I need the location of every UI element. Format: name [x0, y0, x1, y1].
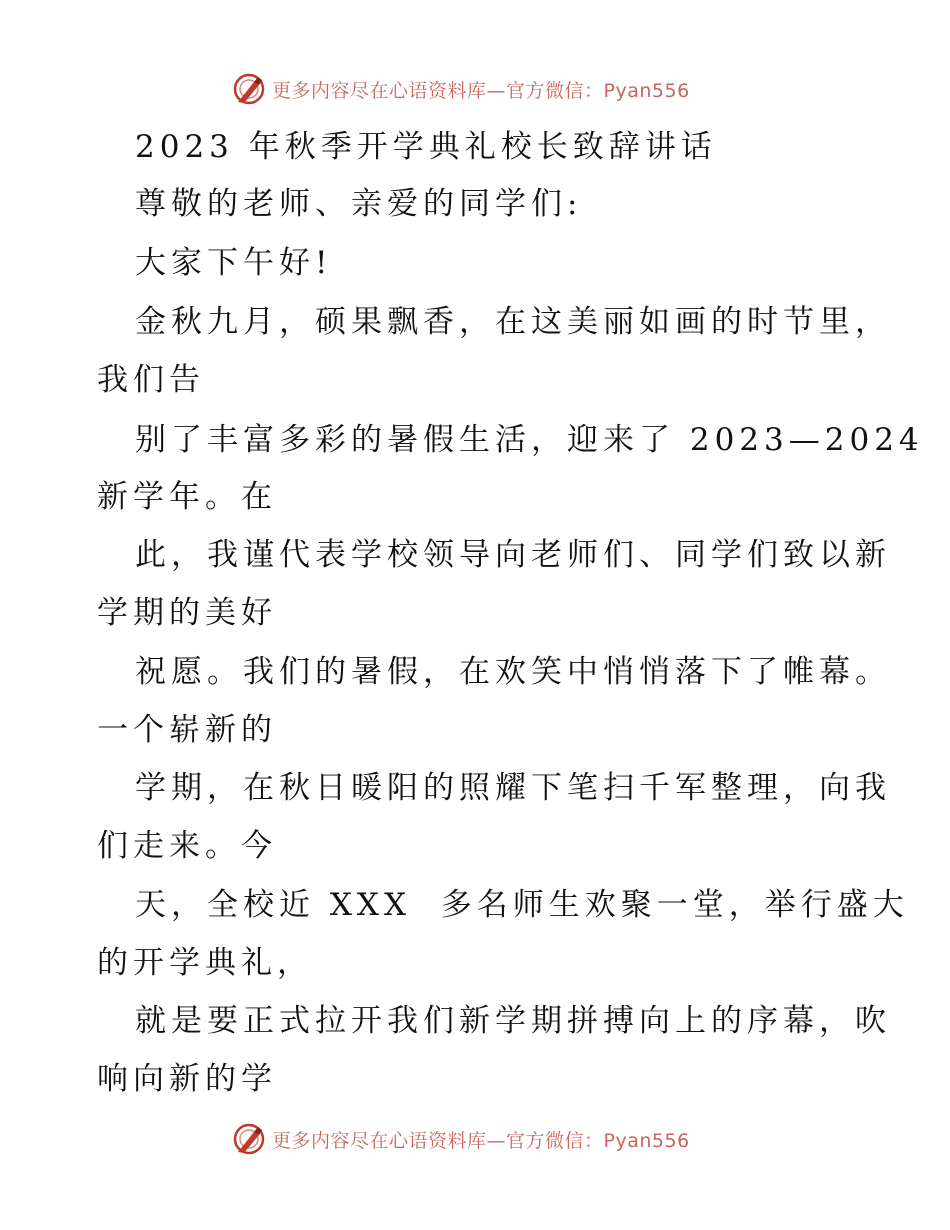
header-banner-text: 更多内容尽在心语资料库—官方微信：Pyan556 [272, 79, 690, 102]
footer-banner [232, 1122, 732, 1156]
paragraph-line: 天，全校近 XXX 多名师生欢聚一堂，举行盛大 [135, 887, 909, 923]
paragraph-line: 们走来。今 [97, 828, 277, 864]
paragraph-line: 学期的美好 [97, 595, 277, 631]
paragraph-line: 就是要正式拉开我们新学期拼搏向上的序幕，吹 [135, 1003, 891, 1039]
paragraph-line: 祝愿。我们的暑假，在欢笑中悄悄落下了帷幕。 [135, 654, 891, 690]
greeting: 大家下午好! [135, 245, 333, 281]
paragraph-line: 一个崭新的 [97, 712, 277, 748]
paragraph-line: 此，我谨代表学校领导向老师们、同学们致以新 [135, 537, 891, 573]
paragraph-line: 的开学典礼， [97, 945, 313, 981]
paragraph-line: 新学年。在 [97, 479, 277, 515]
document-title: 2023 年秋季开学典礼校长致辞讲话 [135, 129, 717, 165]
pen-logo-icon [232, 1122, 266, 1156]
paragraph-line: 我们告 [97, 362, 205, 398]
salutation: 尊敬的老师、亲爱的同学们: [135, 186, 583, 222]
paragraph-line: 学期，在秋日暖阳的照耀下笔扫千军整理，向我 [135, 770, 891, 806]
paragraph-line: 别了丰富多彩的暑假生活，迎来了 2023—2024 [135, 422, 924, 458]
paragraph-line: 金秋九月，硕果飘香，在这美丽如画的时节里， [135, 304, 891, 340]
footer-banner-text: 更多内容尽在心语资料库—官方微信：Pyan556 [272, 1129, 690, 1152]
paragraph-line: 响向新的学 [97, 1061, 277, 1097]
